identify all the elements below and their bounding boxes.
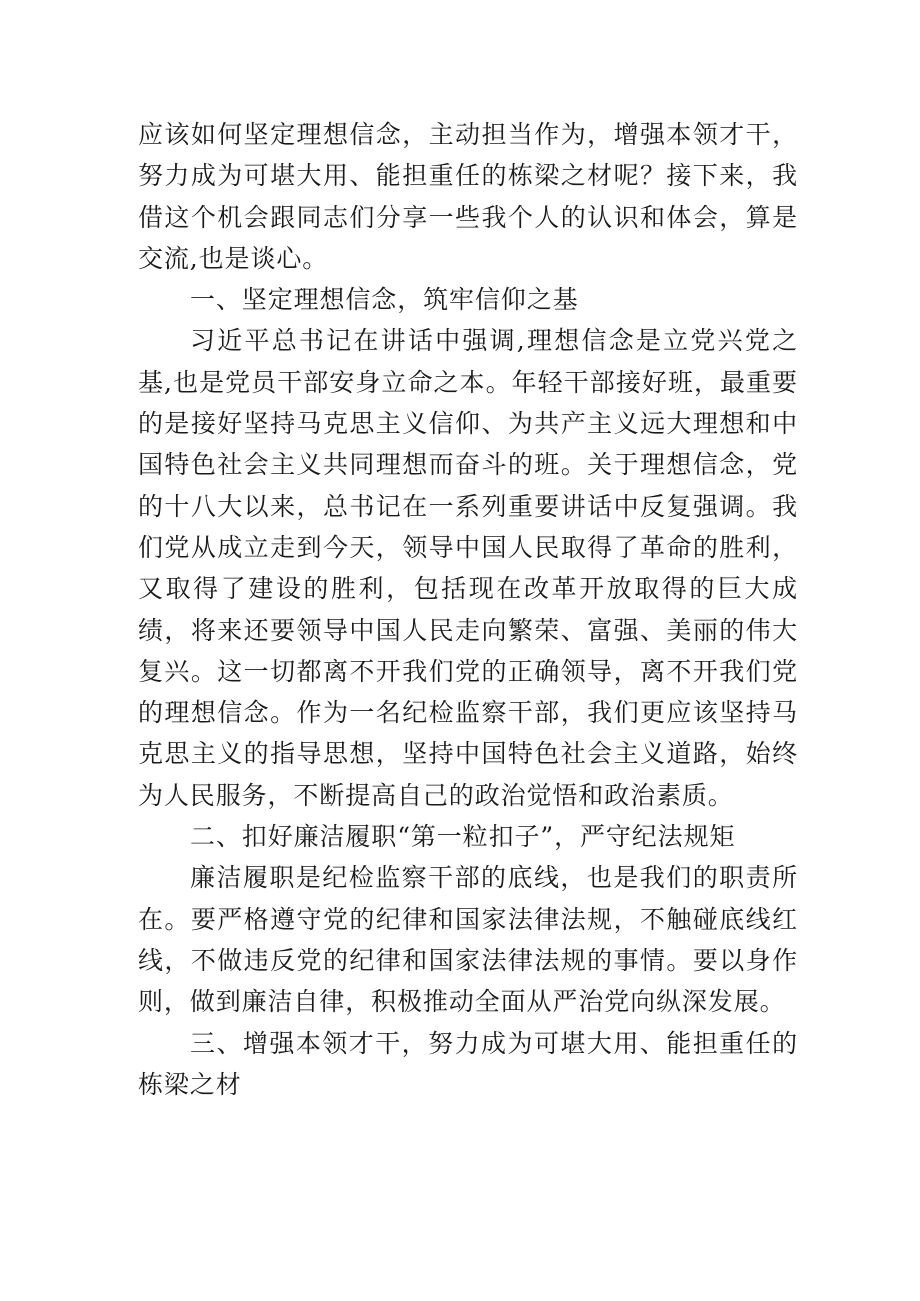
paragraph-intro: 应该如何坚定理想信念，主动担当作为，增强本领才干，努力成为可堪大用、能担重任的栋梁之材呢？接下来，我借这个机会跟同志们分享一些我个人的认识和体会，算是交流,也是谈心。 xyxy=(138,120,798,273)
paragraph-section-2: 廉洁履职是纪检监察干部的底线，也是我们的职责所在。要严格遵守党的纪律和国家法律法规，不触碰底线红线，不做违反党的纪律和国家法律法规的事情。要以身作则，做到廉洁自律，积极推动全面从严治党向纵深发展。 xyxy=(138,863,798,1017)
document-body xyxy=(138,114,798,1105)
section-heading-3: 三、增强本领才干，努力成为可堪大用、能担重任的栋梁之材 xyxy=(138,1028,798,1099)
section-heading-1: 一、坚定理想信念，筑牢信仰之基 xyxy=(190,285,579,315)
section-heading-2: 二、扣好廉洁履职“第一粒扣子”，严守纪法规矩 xyxy=(190,822,736,852)
paragraph-section-1: 习近平总书记在讲话中强调,理想信念是立党兴党之基,也是党员干部安身立命之本。年轻干部接好班，最重要的是接好坚持马克思主义信仰、为共产主义远大理想和中国特色社会主义共同理想而奋斗的班。关于理想信念，党的十八大以来，总书记在一系列重要讲话中反复强调。我们党从成立走到今天，领导中国人民取得了革命的胜利，又取得了建设的胜利，包括现在改革开放取得的巨大成绩，将来还要领导中国人民走向繁荣、富强、美丽的伟大复兴。这一切都离不开我们党的正确领导，离不开我们党的理想信念。作为一名纪检监察干部，我们更应该坚持马克思主义的指导思想，坚持中国特色社会主义道路，始终为人民服务，不断提高自己的政治觉悟和政治素质。 xyxy=(138,326,798,810)
